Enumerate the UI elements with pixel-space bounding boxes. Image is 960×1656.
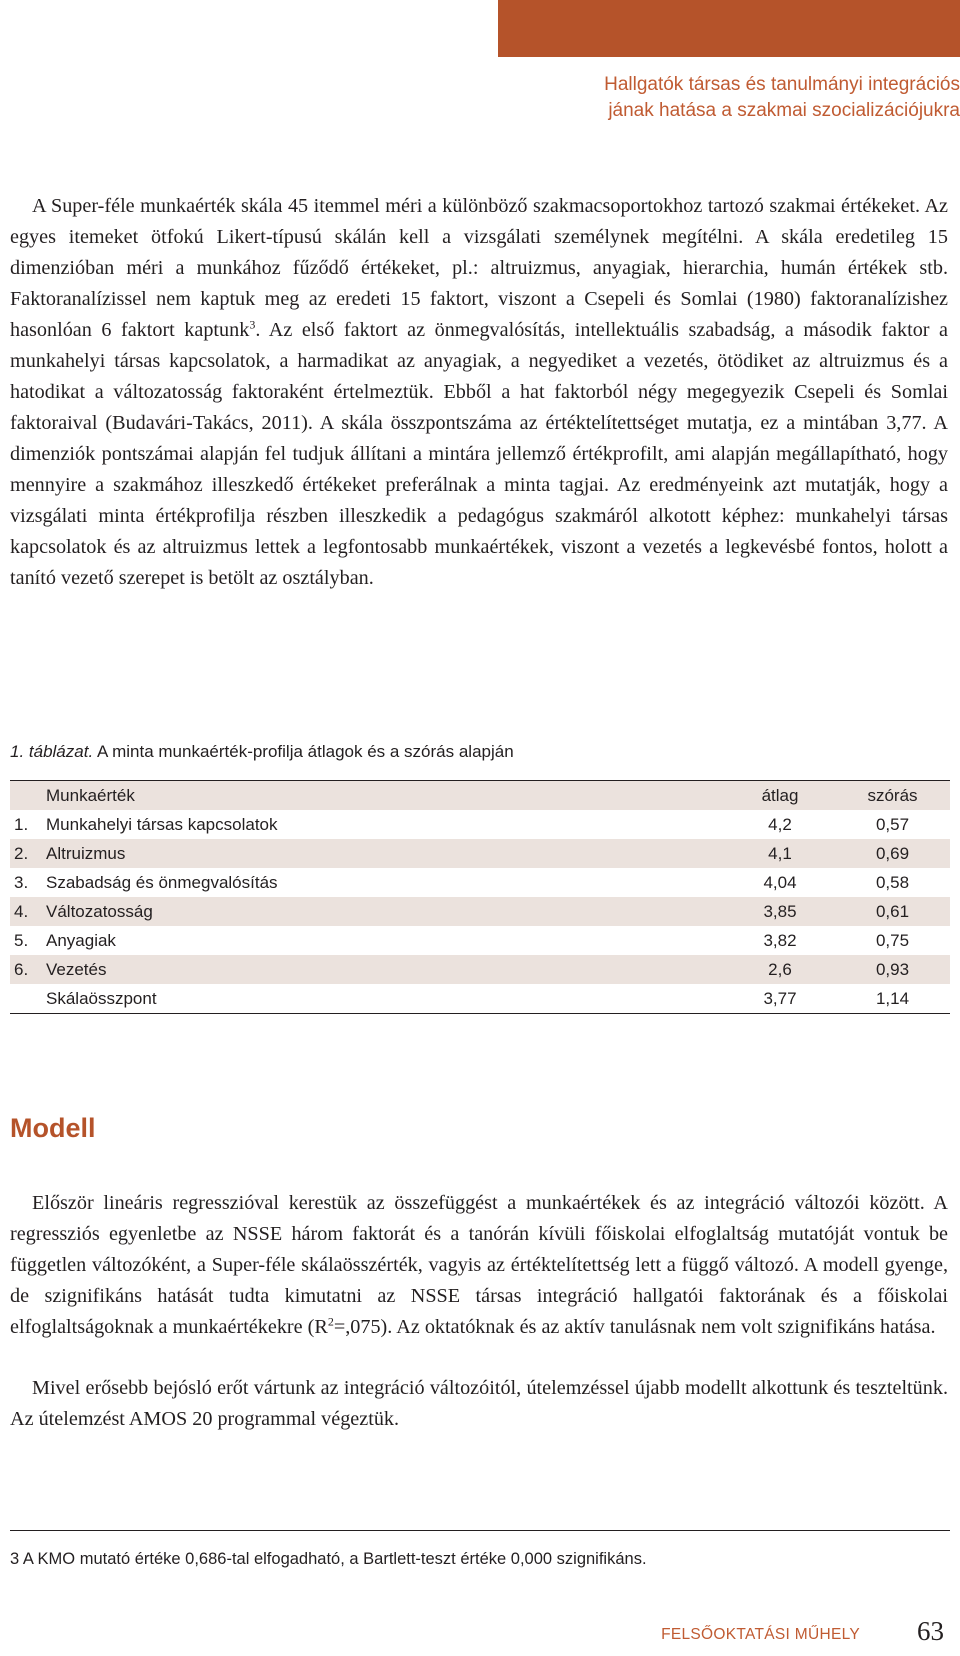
running-head-line-2: jának hatása a szakmai szocializációjukra [608, 100, 960, 121]
row-work-value: Skálaösszpont [46, 988, 157, 1008]
header-average: átlag [761, 785, 799, 805]
row-work-value: Anyagiak [46, 930, 116, 950]
header-std-dev: szórás [867, 785, 918, 805]
row-work-value: Változatosság [46, 901, 153, 921]
table-row [10, 897, 950, 926]
row-std-dev: 0,69 [875, 843, 910, 863]
row-number [10, 984, 46, 1014]
header-color-bar [498, 0, 960, 57]
row-work-value: Munkahelyi társas kapcsolatok [46, 814, 278, 834]
row-std-dev: 0,58 [875, 872, 910, 892]
row-number: 1. [14, 814, 29, 834]
table-row [10, 868, 950, 897]
row-average: 3,82 [763, 930, 797, 950]
footnote-3: 3 A KMO mutató értéke 0,686-tal elfogadható, a Bartlett-teszt értéke 0,000 szignifikáns. [10, 1550, 647, 1568]
paragraph-regression [10, 1188, 948, 1343]
row-std-dev: 0,75 [875, 930, 910, 950]
paragraph-2-text-a: Először lineáris regresszióval kerestük az összefüggést a munkaértékek és az integráció változói között. A regressziós egyenletbe az NSSE három faktorát és a tanórán kívüli főiskolai elfoglaltság mutatóját vontuk be független változóként, a Super-féle skálaösszérték, vagyis az értéktelítettség lett a függő változó. A modell gyenge, de szignifikáns hatását tudta kimutatni az NSSE társas integráció hallgatói faktorának és a főiskolai elfoglaltságoknak a munkaértékekre (R [10, 1192, 948, 1338]
page-number: 63 [917, 1616, 944, 1646]
row-work-value: Altruizmus [46, 843, 126, 863]
footnote-divider [10, 1530, 950, 1531]
row-work-value: Szabadság és önmegvalósítás [46, 872, 278, 892]
row-average: 3,77 [763, 988, 797, 1008]
row-number: 6. [14, 959, 29, 979]
superscript-2: 2 [327, 1314, 334, 1329]
paragraph-2-text-b: =,075). Az oktatóknak és az aktív tanulásnak nem volt szignifikáns hatása. [333, 1316, 936, 1338]
table-caption-text: A minta munkaérték-profilja átlagok és a szórás alapján [93, 742, 514, 761]
paragraph-1-text-b: . Az első faktort az önmegvalósítás, intellektuális szabadság, a második faktor a munkahelyi társas kapcsolatok, a harmadikat az anyagiak, a negyediket a vezetés, ötödiket az altruizmus és a hatodikat a változatosság faktoraként értelmeztük. Ebből a hat faktorból négy megegyezik Csepeli és Somlai faktoraival (Budavári-Takács, 2011). A skála összpontszáma az értéktelítettséget mutatja, ez a mintában 3,77. A dimenziók pontszámai alapján fel tudjuk állítani a mintára jellemző értékprofilt, ami alapján megállapítható, hogy mennyire a szakmához illeszkedő értékeket preferálnak a minta tagjai. Az eredményeink azt mutatják, hogy a vizsgálati minta értékprofilja részben illeszkedik a pedagógus szakmáról alkotott képhez: munkahelyi társas kapcsolatok és az altruizmus lettek a legfontosabb munkaértékek, viszont a vezetés a legkevésbé fontos, holott a tanító vezető szerepet is betölt az osztályban. [10, 319, 948, 589]
journal-name: FELSŐOKTATÁSI MŰHELY [661, 1626, 860, 1643]
table-row-total [10, 984, 950, 1014]
row-average: 4,04 [763, 872, 797, 892]
row-number: 4. [14, 901, 29, 921]
paragraph-1-text-a: A Super-féle munkaérték skála 45 itemmel méri a különböző szakmacsoportokhoz tartozó szakmai értékeket. Az egyes itemeket ötfokú Likert-típusú skálán kell a vizsgálati személynek megítélni. A skála eredetileg 15 dimenzióban méri a munkához fűződő értékeket, pl.: altruizmus, anyagiak, hierarchia, humán értékek stb. Faktoranalízissel nem kaptuk meg az eredeti 15 faktort, viszont a Csepeli és Somlai (1980) faktoranalízishez hasonlóan 6 faktort kaptunk [10, 195, 948, 341]
paragraph-work-value-scale [10, 191, 948, 594]
running-head-line-1: Hallgatók társas és tanulmányi integrációs [604, 74, 960, 95]
row-number: 3. [14, 872, 29, 892]
row-std-dev: 0,93 [875, 959, 910, 979]
header-work-value: Munkaérték [46, 785, 135, 805]
header-number [10, 781, 46, 811]
section-heading-modell: Modell [10, 1113, 96, 1143]
table-header-row [10, 781, 950, 811]
row-average: 4,1 [768, 843, 792, 863]
row-number: 5. [14, 930, 29, 950]
table-row [10, 955, 950, 984]
running-head [440, 72, 960, 124]
table-row [10, 839, 950, 868]
row-std-dev: 1,14 [875, 988, 910, 1008]
table-caption [10, 740, 940, 764]
work-value-profile-table [10, 780, 950, 1014]
table-row [10, 926, 950, 955]
row-average: 3,85 [763, 901, 797, 921]
row-number: 2. [14, 843, 29, 863]
row-work-value: Vezetés [46, 959, 107, 979]
row-std-dev: 0,57 [875, 814, 910, 834]
table-row [10, 810, 950, 839]
table-caption-label: 1. táblázat. [10, 742, 94, 761]
paragraph-path-analysis: Mivel erősebb bejósló erőt vártunk az integráció változóitól, útelemzéssel újabb modellt alkottunk és teszteltünk. Az útelemzést AMOS 20 programmal végeztük. [10, 1377, 948, 1430]
row-average: 4,2 [768, 814, 792, 834]
footnote-reference-3[interactable]: 3 [249, 317, 256, 332]
row-average: 2,6 [768, 959, 792, 979]
row-std-dev: 0,61 [875, 901, 910, 921]
